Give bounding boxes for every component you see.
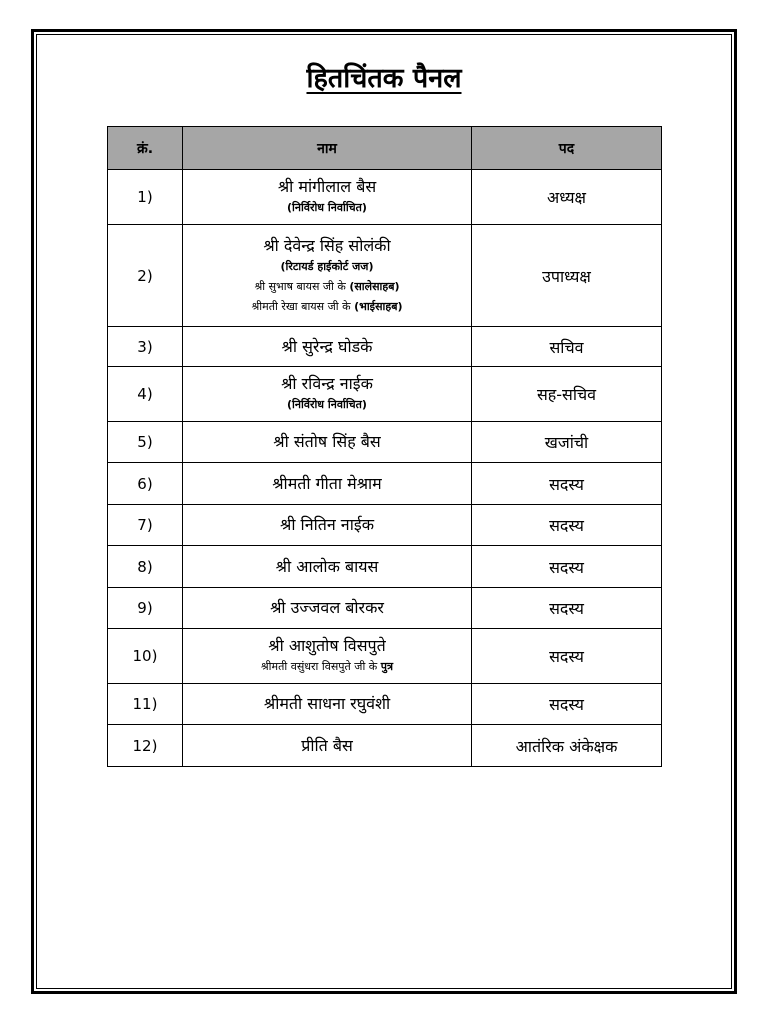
row-name-cell (183, 327, 472, 367)
member-position: खजांची (472, 422, 662, 463)
member-position: सदस्य (472, 588, 662, 629)
member-name: श्री संतोष सिंह बैस (273, 432, 381, 451)
member-name: श्री देवेन्द्र सिंह सोलंकी (263, 235, 391, 255)
row-name-cell (183, 629, 472, 684)
table-row (108, 225, 662, 327)
member-position: आतंरिक अंकेक्षक (472, 725, 662, 767)
member-name: श्री उज्जवल बोरकर (270, 598, 384, 617)
member-position: अध्यक्ष (472, 170, 662, 225)
member-position: सचिव (472, 327, 662, 367)
row-number: 7) (108, 505, 183, 546)
member-position: सदस्य (472, 463, 662, 505)
header-serial: क्रं. (108, 127, 183, 170)
table-row (108, 505, 662, 546)
panel-table (107, 126, 662, 767)
row-number: 10) (108, 629, 183, 684)
row-name-cell (183, 422, 472, 463)
row-number: 6) (108, 463, 183, 505)
row-number: 2) (108, 225, 183, 327)
row-name-cell (183, 170, 472, 225)
relation-text: श्रीमती वसुंधरा विसपुते जी के (260, 660, 378, 673)
row-number: 3) (108, 327, 183, 367)
member-name: श्री सुरेन्द्र घोडके (281, 336, 373, 356)
member-name: प्रीति बैस (301, 735, 353, 755)
relation-bold: पुत्र (380, 660, 394, 673)
row-number: 11) (108, 684, 183, 725)
member-name: श्री मांगीलाल बैस (277, 177, 377, 196)
row-number: 5) (108, 422, 183, 463)
member-position: सदस्य (472, 684, 662, 725)
member-name: श्री आशुतोष विसपुते (268, 636, 386, 655)
relation-bold: (सालेसाहब) (349, 279, 400, 293)
header-position: पद (472, 127, 662, 170)
member-name: श्रीमती गीता मेश्राम (272, 473, 382, 493)
member-relation (183, 277, 471, 297)
table-row (108, 684, 662, 725)
member-position: उपाध्यक्ष (472, 225, 662, 327)
relation-bold: (भाईसाहब) (354, 299, 403, 313)
row-number: 1) (108, 170, 183, 225)
row-name-cell (183, 684, 472, 725)
page-title: हितचिंतक पैनल (306, 63, 462, 94)
member-name: श्री रविन्द्र नाईक (281, 374, 373, 393)
row-name-cell (183, 505, 472, 546)
member-name: श्री नितिन नाईक (280, 515, 374, 534)
table-row (108, 463, 662, 505)
relation-text: श्रीमती रेखा बायस जी के (251, 299, 351, 313)
row-number: 9) (108, 588, 183, 629)
row-name-cell (183, 725, 472, 767)
table-header-row (108, 127, 662, 170)
table-row (108, 422, 662, 463)
member-name: श्री आलोक बायस (275, 556, 379, 576)
header-name: नाम (183, 127, 472, 170)
row-name-cell (183, 463, 472, 505)
table-row (108, 170, 662, 225)
row-name-cell (183, 546, 472, 588)
member-relation (183, 657, 471, 677)
member-position: सदस्य (472, 629, 662, 684)
table-row (108, 725, 662, 767)
member-position: सदस्य (472, 546, 662, 588)
table-row (108, 629, 662, 684)
table-row (108, 588, 662, 629)
member-position: सदस्य (472, 505, 662, 546)
row-name-cell (183, 367, 472, 422)
member-note: (निर्विरोध निर्वाचित) (287, 201, 367, 214)
relation-text: श्री सुभाष बायस जी के (254, 279, 346, 293)
row-number: 8) (108, 546, 183, 588)
member-note: (निर्विरोध निर्वाचित) (287, 398, 367, 411)
table-row (108, 327, 662, 367)
row-name-cell (183, 588, 472, 629)
member-relation (183, 297, 471, 317)
row-number: 4) (108, 367, 183, 422)
row-number: 12) (108, 725, 183, 767)
table-row (108, 546, 662, 588)
member-position: सह-सचिव (472, 367, 662, 422)
member-name: श्रीमती साधना रघुवंशी (263, 694, 391, 713)
member-note: (रिटायर्ड हाईकोर्ट जज) (280, 259, 374, 273)
table-row (108, 367, 662, 422)
row-name-cell (183, 225, 472, 327)
